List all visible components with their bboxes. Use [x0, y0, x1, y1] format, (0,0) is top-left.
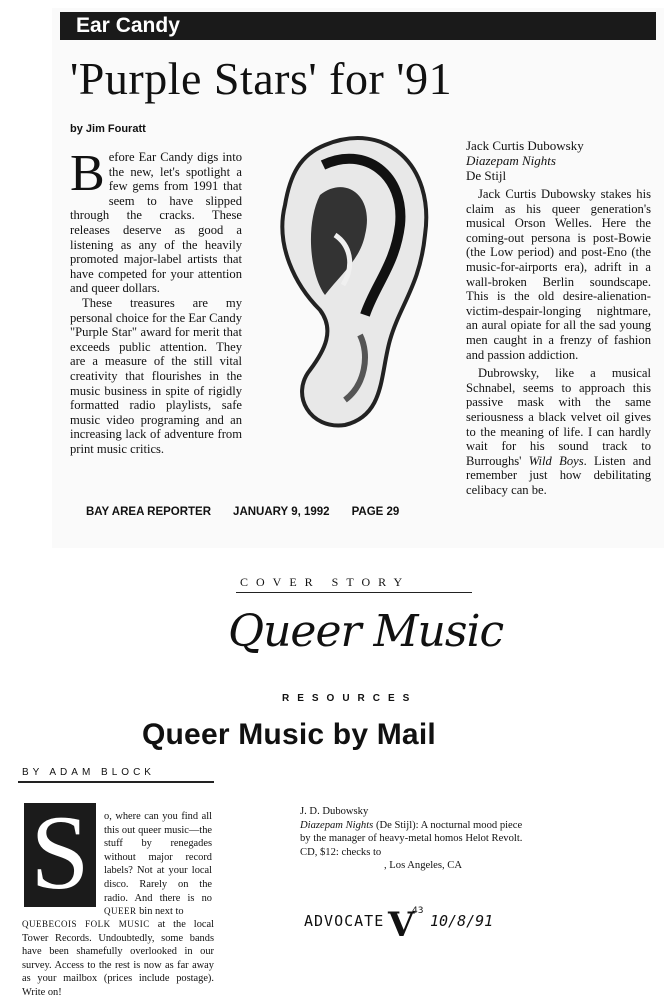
- article-text-a: o, where can you find all this out queer music—the stuff by renegades without major record labels? Not at your local disco. Rarely on the radio. And there is no: [104, 811, 212, 904]
- resources-kicker: RESOURCES: [282, 693, 418, 704]
- listing-album: Diazepam Nights: [300, 819, 374, 831]
- byline-rule: [18, 781, 214, 783]
- footer-date: JANUARY 9, 1992: [233, 506, 330, 518]
- byline: by Jim Fouratt: [70, 123, 146, 135]
- handwritten-source: ADVOCATE: [304, 912, 385, 930]
- column-3: [466, 138, 651, 497]
- review-p2-start: Dubrowsky, like a musical Schnabel, seems to approach this passive mask with the same seriousness a black velvet oil gives to the meaning of life. I can hardly wait for his sound track to Burroughs': [466, 366, 651, 468]
- paragraph-2: These treasures are my personal choice for the Ear Candy "Purple Star" award for merit that exceeds public attention. They are a measure of the still vital creativity that flourishes in the music business in spite of rigidly formatted radio playlists, safe music video programing and an increasing lack of adventure from print music critics.: [70, 295, 242, 456]
- handwritten-date: 10/8/91: [430, 912, 494, 930]
- cover-story-kicker: COVER STORY: [240, 575, 411, 589]
- article-column-top: [104, 810, 212, 919]
- handwritten-v-mark: V: [388, 905, 415, 945]
- review-p2-end: . Listen and remember just how debilitating celibacy can be.: [466, 453, 651, 497]
- paragraph-1-text: efore Ear Candy digs into the new, let's spotlight a few gems from 1991 that seem to have slipped through the cracks. These releases deserve as good a listening as any of the heavily promoted major-label artists that have competed for your attention and queer dollars.: [70, 150, 242, 296]
- quebecois-folk: QUEBECOIS FOLK MUSIC: [22, 919, 150, 929]
- listing-entry: [300, 805, 526, 873]
- article-text-b: bin next to: [139, 906, 184, 918]
- listing-artist: J. D. Dubowsky: [300, 806, 369, 817]
- listing-desc: (De Stijl): A nocturnal mood piece by the manager of heavy-metal homos Helot Revolt. CD, $12: checks to: [300, 819, 523, 858]
- article-column-bottom: [22, 918, 214, 1000]
- script-title: Queer Music: [228, 606, 504, 657]
- handwritten-issue: 43: [412, 906, 424, 916]
- review-album: Diazepam Nights: [466, 153, 556, 168]
- cover-rule: [236, 592, 472, 593]
- listing-location: , Los Angeles, CA: [384, 860, 462, 872]
- paragraph-1: [70, 145, 242, 296]
- listing-body: [300, 819, 526, 860]
- ear-illustration: [265, 125, 440, 435]
- clipping-footer: [86, 506, 416, 518]
- wild-boys-title: Wild Boys: [528, 453, 584, 468]
- drop-cap-s: S: [24, 803, 96, 907]
- article-byline: BY ADAM BLOCK: [22, 767, 155, 778]
- review-artist: Jack Curtis Dubowsky: [466, 138, 584, 153]
- article-text-c: at the local Tower Records. Undoubtedly, some bands have been shamefully overlooked in our survey. Access to the rest is now as far away as your mailbox (prices include postage). Write on!: [22, 919, 214, 998]
- section-banner: Ear Candy: [60, 12, 656, 40]
- column-1: [70, 145, 242, 456]
- headline: 'Purple Stars' for '91: [70, 53, 453, 104]
- mail-headline: Queer Music by Mail: [142, 718, 436, 751]
- review-label: De Stijl: [466, 168, 507, 183]
- drop-cap: B: [70, 145, 105, 202]
- queer-bin: QUEER: [104, 906, 137, 917]
- review-paragraph-1: Jack Curtis Dubowsky stakes his claim as his queer generation's musical Orson Welles. Here the coming-out persona is post-Bowie (the Low period) and post-Eno (the music-for-airports era), adrift in a wall-broken Berlin soundscape. This is the old desire-alienation-victim-despair-longing nightmare, an aural opiate for all the sad young men caught in a frenzy of fashion and passion addiction.: [466, 187, 651, 362]
- footer-page: PAGE 29: [351, 506, 400, 518]
- review-paragraph-2: [466, 366, 651, 497]
- footer-paper: BAY AREA REPORTER: [86, 506, 212, 518]
